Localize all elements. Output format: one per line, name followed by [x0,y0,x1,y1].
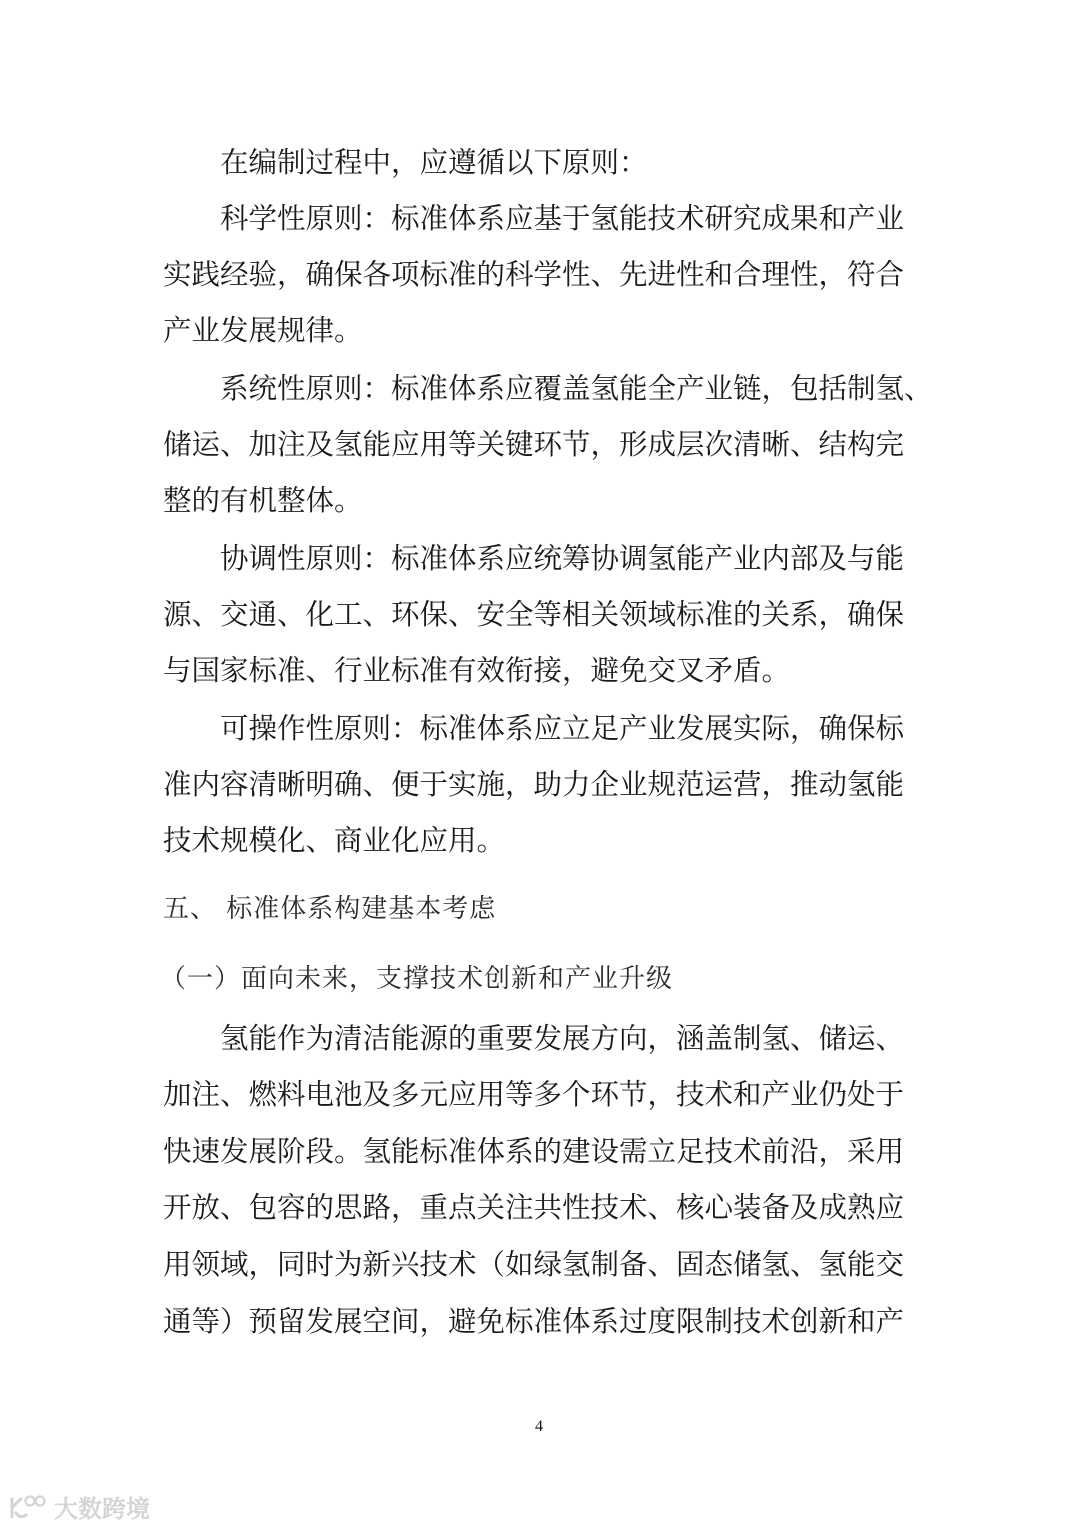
subsection-heading: （一）面向未来，支撑技术创新和产业升级 [160,964,674,994]
page-number: 4 [535,1418,543,1435]
paragraph-operability-principle-cont: 准内容清晰明确、便于实施，助力企业规范运营，推动氢能 [163,768,905,801]
paragraph-body: 氢能作为清洁能源的重要发展方向，涵盖制氢、储运、 [220,1022,905,1055]
paragraph-scientific-principle-cont: 实践经验，确保各项标准的科学性、先进性和合理性，符合 [163,258,905,291]
paragraph-scientific-principle-cont: 产业发展规律。 [163,314,363,347]
watermark-text: 大数跨境 [54,1495,150,1523]
paragraph-scientific-principle: 科学性原则：标准体系应基于氢能技术研究成果和产业 [220,202,905,235]
paragraph-coordination-principle-cont: 与国家标准、行业标准有效衔接，避免交叉矛盾。 [163,654,791,687]
paragraph-body-cont: 用领域，同时为新兴技术（如绿氢制备、固态储氢、氢能交 [163,1248,905,1281]
brand-logo-icon [8,1493,50,1521]
section-heading: 五、 标准体系构建基本考虑 [163,894,497,924]
paragraph-systematic-principle: 系统性原则：标准体系应覆盖氢能全产业链，包括制氢、 [220,372,933,405]
paragraph-body-cont: 快速发展阶段。氢能标准体系的建设需立足技术前沿，采用 [163,1135,905,1168]
paragraph-systematic-principle-cont: 储运、加注及氢能应用等关键环节，形成层次清晰、结构完 [163,428,905,461]
paragraph-body-cont: 加注、燃料电池及多元应用等多个环节，技术和产业仍处于 [163,1078,905,1111]
paragraph-coordination-principle: 协调性原则：标准体系应统筹协调氢能产业内部及与能 [220,542,905,575]
watermark [8,1489,150,1524]
paragraph-operability-principle: 可操作性原则：标准体系应立足产业发展实际，确保标 [220,712,905,745]
paragraph-operability-principle-cont: 技术规模化、商业化应用。 [163,824,506,857]
paragraph-intro: 在编制过程中，应遵循以下原则： [220,146,648,179]
paragraph-systematic-principle-cont: 整的有机整体。 [163,484,363,517]
paragraph-body-cont: 通等）预留发展空间，避免标准体系过度限制技术创新和产 [163,1305,905,1338]
paragraph-coordination-principle-cont: 源、交通、化工、环保、安全等相关领域标准的关系，确保 [163,598,905,631]
paragraph-body-cont: 开放、包容的思路，重点关注共性技术、核心装备及成熟应 [163,1191,905,1224]
